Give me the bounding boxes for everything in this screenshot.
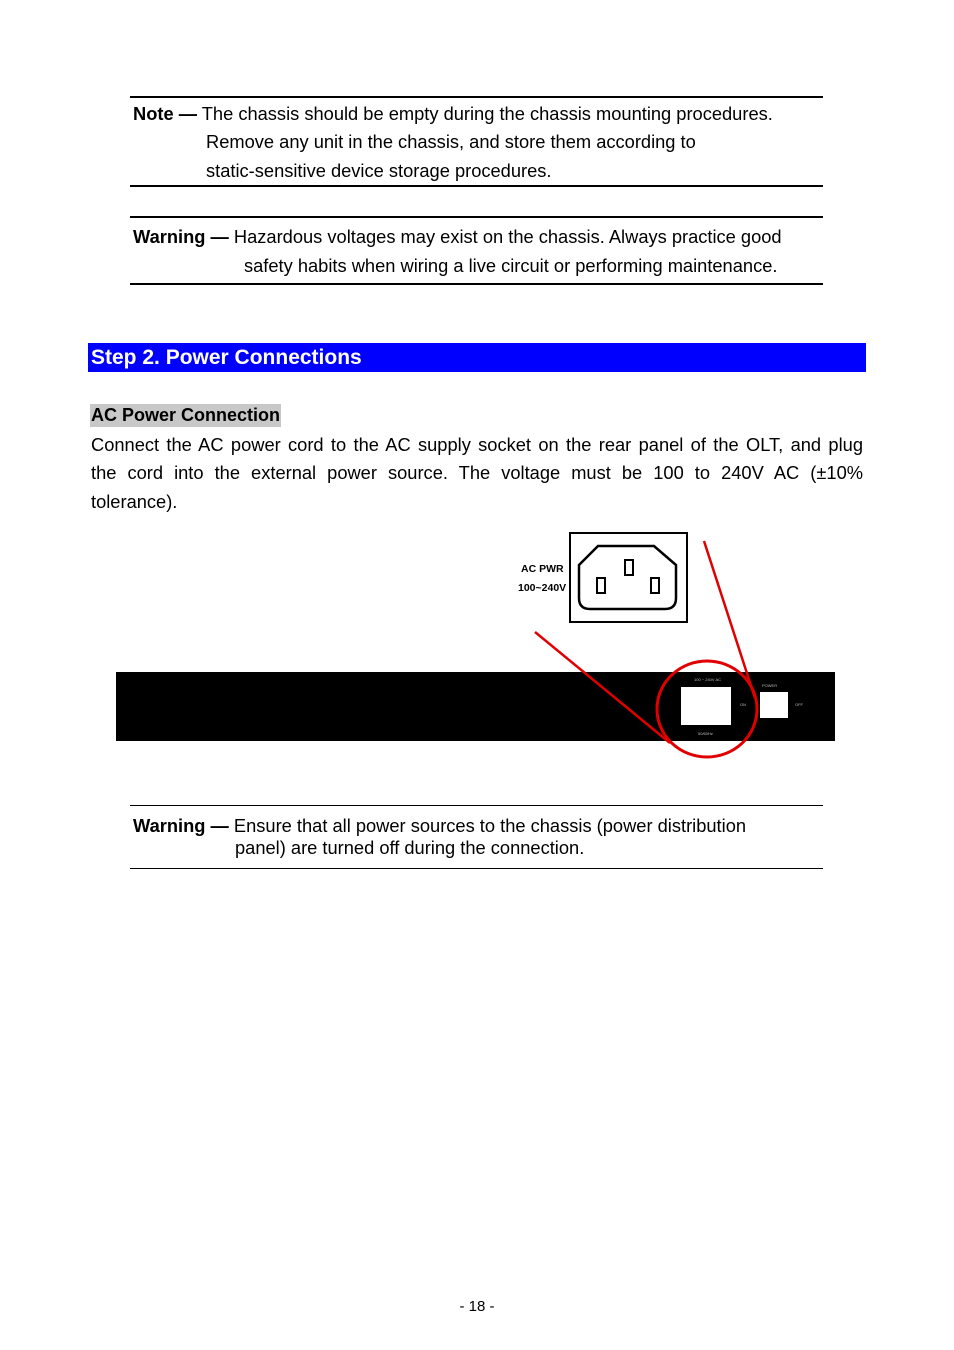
warning-1-first-line [133, 226, 782, 248]
paragraph-line-2: the cord into the external power source. The voltage must be 100 to 240V AC (±10% [91, 462, 863, 483]
warning-1-text-line-1: Hazardous voltages may exist on the chassis. Always practice good [233, 226, 782, 247]
paragraph-line-1: Connect the AC power cord to the AC supply socket on the rear panel of the OLT, and plug [91, 434, 863, 455]
panel-label-voltage: 100 ~ 240V AC [694, 677, 722, 682]
note-text-line-2: Remove any unit in the chassis, and store them according to [206, 131, 696, 152]
note-bottom-rule [130, 185, 823, 187]
note-text-line-3: static-sensitive device storage procedures. [206, 160, 552, 181]
warning-1-bottom-rule [130, 283, 823, 285]
note-label: Note — [133, 103, 197, 124]
panel-label-off: OFF [795, 702, 803, 707]
warning-1-label: Warning — [133, 226, 229, 247]
panel-label-on: ON [740, 702, 746, 707]
rear-panel [116, 672, 835, 741]
socket-label-voltage: 100~240V [518, 582, 567, 594]
warning-2-bottom-rule [130, 868, 823, 869]
rear-panel-figure [110, 528, 850, 768]
page-number: - 18 - [459, 1298, 495, 1315]
warning-1-top-rule [130, 216, 823, 218]
iec-socket-outline [579, 546, 676, 609]
panel-power-inlet [681, 687, 731, 725]
panel-label-frequency: 50/60Hz [698, 731, 713, 736]
warning-2-top-rule [130, 805, 823, 806]
note-first-line [133, 103, 773, 125]
note-top-rule [130, 96, 823, 98]
warning-2-text-line-1: Ensure that all power sources to the chassis (power distribution [233, 815, 747, 836]
subheading: AC Power Connection [91, 405, 281, 425]
warning-1-text-line-2: safety habits when wiring a live circuit or performing maintenance. [244, 255, 778, 276]
panel-label-power: POWER [762, 683, 778, 688]
socket-label-ac-pwr: AC PWR [521, 563, 564, 575]
ac-socket-closeup [518, 533, 687, 622]
warning-2-text-line-2: panel) are turned off during the connection. [235, 837, 585, 858]
warning-2-first-line [133, 815, 746, 837]
panel-power-switch [760, 692, 788, 718]
warning-2-label: Warning — [133, 815, 229, 836]
paragraph-line-3: tolerance). [91, 491, 178, 512]
section-heading: Step 2. Power Connections [88, 343, 866, 372]
note-text-line-1: The chassis should be empty during the chassis mounting procedures. [201, 103, 773, 124]
